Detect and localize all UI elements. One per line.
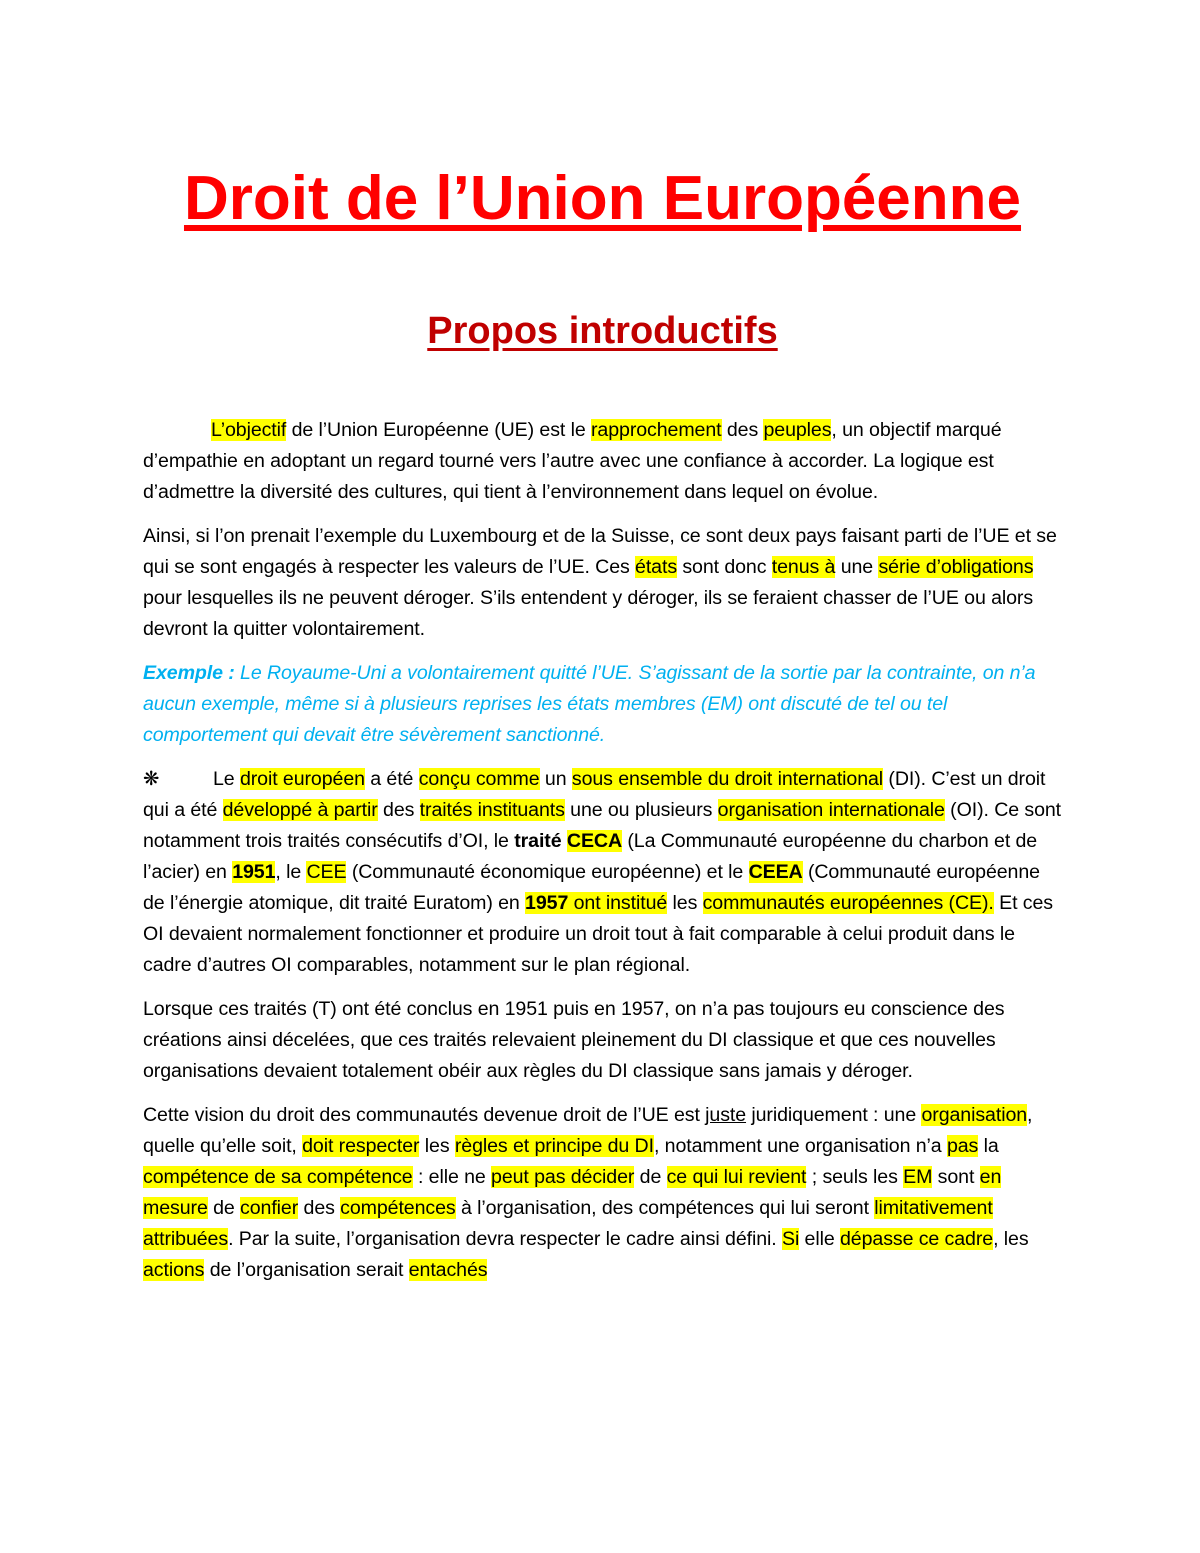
highlighted-text: ont institué: [568, 892, 668, 914]
highlighted-text: tenus à: [771, 556, 836, 578]
section-subtitle: Propos introductifs: [427, 309, 778, 352]
text-run: Cette vision du droit des communautés devenue droit de l’UE est: [143, 1104, 706, 1126]
highlighted-text: Si: [781, 1228, 800, 1250]
text-run: elle: [799, 1228, 840, 1250]
text-run: (OI). Ce sont notamment trois traités consécutifs d’OI, le: [143, 799, 1062, 852]
text-run: pour lesquelles ils ne peuvent déroger. S’ils entendent y déroger, ils se feraient chasser de l’UE ou alors devront la quitter volontairement.: [143, 587, 1034, 640]
text-run: les: [667, 892, 703, 914]
highlighted-text: droit européen: [239, 768, 365, 790]
text-run: , notamment une organisation n’a: [653, 1135, 947, 1157]
text-run: les: [419, 1135, 455, 1157]
highlighted-text: organisation: [921, 1104, 1028, 1126]
text-run: de l’Union Européenne (UE) est le: [286, 419, 591, 441]
text-run: , un objectif marqué d’empathie en adoptant un regard tourné vers l’autre avec une confiance à accorder. La logique est d’admettre la diversité des cultures, qui tient à l’environnement dans lequel on évolue.: [143, 419, 1002, 503]
highlighted-text: CEEA: [748, 861, 803, 883]
body-paragraph: [143, 415, 1062, 508]
highlighted-text: limitativement attribuées: [143, 1197, 993, 1250]
text-run: (La Communauté européenne du charbon et de l’acier) en: [143, 830, 1038, 883]
text-run: Lorsque ces traités (T) ont été conclus en 1951 puis en 1957, on n’a pas toujours eu conscience des créations ainsi décelées, que ces traités relevaient pleinement du DI classique et que ces nouvelles organisations devaient totalement obéir aux règles du DI classique sans jamais y déroger.: [143, 998, 1005, 1082]
text-run: , les: [993, 1228, 1029, 1250]
text-run: de: [634, 1166, 667, 1188]
highlighted-text: 1951: [232, 861, 276, 883]
text-run: la: [978, 1135, 999, 1157]
text-run: sont donc: [677, 556, 772, 578]
highlighted-text: sous ensemble du droit international: [571, 768, 884, 790]
highlighted-text: confier: [240, 1197, 299, 1219]
example-paragraph: [143, 658, 1062, 751]
highlighted-text: états: [635, 556, 678, 578]
text-run: de l’organisation serait: [204, 1259, 409, 1281]
highlighted-text: développé à partir: [222, 799, 378, 821]
document-title: Droit de l’Union Européenne: [183, 164, 1022, 233]
highlighted-text: rapprochement: [591, 419, 722, 441]
text-run: (Communauté européenne de l’énergie atomique, dit traité Euratom) en: [143, 861, 1040, 914]
text-run: , quelle qu’elle soit,: [143, 1104, 1033, 1157]
text-run: (DI). C’est un droit qui a été: [143, 768, 1046, 821]
text-run: traité: [514, 830, 562, 852]
body-paragraph: [143, 764, 1062, 981]
text-run: , le: [275, 861, 307, 883]
text-run: . Par la suite, l’organisation devra respecter le cadre ainsi défini.: [228, 1228, 782, 1250]
highlighted-text: L’objectif: [211, 419, 287, 441]
highlighted-text: doit respecter: [302, 1135, 420, 1157]
highlighted-text: conçu comme: [418, 768, 540, 790]
text-run: Le: [213, 768, 240, 790]
text-run: de: [207, 1197, 241, 1219]
highlighted-text: CEE: [306, 861, 347, 883]
highlighted-text: CECA: [566, 830, 623, 852]
text-run: a été: [364, 768, 419, 790]
text-run: juste: [705, 1104, 747, 1126]
body-paragraph: [143, 1100, 1062, 1286]
highlighted-text: communautés européennes (CE).: [702, 892, 994, 914]
text-run: des: [721, 419, 764, 441]
highlighted-text: actions: [143, 1259, 205, 1281]
highlighted-text: peut pas décider: [491, 1166, 635, 1188]
highlighted-text: organisation internationale: [717, 799, 945, 821]
text-run: ; seuls les: [806, 1166, 904, 1188]
highlighted-text: règles et principe du DI: [454, 1135, 654, 1157]
highlighted-text: peuples: [763, 419, 832, 441]
text-run: Le Royaume-Uni a volontairement quitté l’UE. S’agissant de la sortie par la contrainte, on n’a aucun exemple, même si à plusieurs reprises les états membres (EM) ont discuté de tel ou tel comportement qui devait être sévèrement sanctionné.: [143, 662, 1036, 746]
highlighted-text: série d’obligations: [878, 556, 1034, 578]
text-run: Et ces OI devaient normalement fonctionner et produire un droit tout à fait comparable à celui produit dans le cadre d’autres OI comparables, notamment sur le plan régional.: [143, 892, 1053, 976]
document-body: [143, 415, 1062, 1286]
highlighted-text: pas: [946, 1135, 979, 1157]
text-run: à l’organisation, des compétences qui lui seront: [455, 1197, 875, 1219]
text-run: juridiquement : une: [746, 1104, 922, 1126]
body-paragraph: [143, 994, 1062, 1087]
highlighted-text: ce qui lui revient: [666, 1166, 807, 1188]
highlighted-text: traités instituants: [419, 799, 565, 821]
highlighted-text: entachés: [408, 1259, 488, 1281]
text-run: : elle ne: [412, 1166, 492, 1188]
text-run: des: [298, 1197, 341, 1219]
highlighted-text: en mesure: [143, 1166, 1002, 1219]
asterisk-bullet-icon: ❋: [143, 768, 160, 790]
text-run: des: [377, 799, 420, 821]
body-paragraph: [143, 521, 1062, 645]
highlighted-text: dépasse ce cadre: [840, 1228, 994, 1250]
highlighted-text: compétences: [340, 1197, 456, 1219]
highlighted-text: compétence de sa compétence: [143, 1166, 413, 1188]
example-label: Exemple :: [143, 662, 235, 684]
highlighted-text: EM: [903, 1166, 933, 1188]
text-run: (Communauté économique européenne) et le: [346, 861, 749, 883]
text-run: Ainsi, si l’on prenait l’exemple du Luxembourg et de la Suisse, ce sont deux pays faisant parti de l’UE et se qui se sont engagés à respecter les valeurs de l’UE. Ces: [143, 525, 1057, 578]
text-run: un: [539, 768, 572, 790]
text-run: une: [835, 556, 879, 578]
highlighted-text: 1957: [525, 892, 569, 914]
text-run: une ou plusieurs: [564, 799, 718, 821]
text-run: sont: [932, 1166, 980, 1188]
